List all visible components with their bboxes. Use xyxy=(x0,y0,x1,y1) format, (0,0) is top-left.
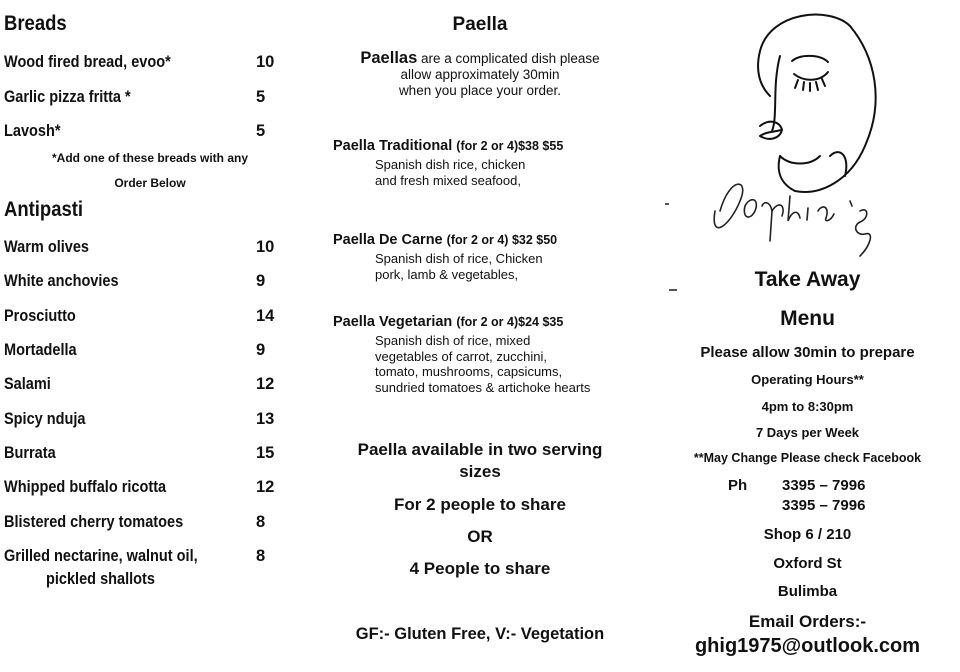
dish-serving-price: (for 2 or 4) $32 $50 xyxy=(446,233,558,247)
breads-heading: Breads xyxy=(4,12,67,35)
item-price: 5 xyxy=(256,122,266,140)
intro-rest: are a complicated dish please xyxy=(417,51,600,66)
item-name: Whipped buffalo ricotta xyxy=(4,478,167,496)
phone-label: Ph xyxy=(728,477,748,494)
dish-heading xyxy=(333,138,563,154)
phone-number[interactable]: 3395 – 7996 xyxy=(782,477,866,494)
take-away-title: Take Away xyxy=(754,268,861,291)
intro-lead: Paellas xyxy=(360,49,418,67)
item-name: Burrata xyxy=(4,444,56,462)
decor-mark xyxy=(665,203,669,205)
item-price: 15 xyxy=(256,444,275,462)
item-name: Garlic pizza fritta * xyxy=(4,88,131,106)
sophias-face-logo xyxy=(700,6,900,266)
address-shop: Shop 6 / 210 xyxy=(763,526,852,543)
serving-option-2: For 2 people to share xyxy=(394,495,566,514)
phone-number-secondary[interactable]: 3395 – 7996 xyxy=(782,497,866,514)
paella-heading: Paella xyxy=(452,14,508,35)
item-name: Spicy nduja xyxy=(4,410,86,428)
dish-serving-price: (for 2 or 4)$38 $55 xyxy=(456,139,564,153)
paella-intro xyxy=(325,50,635,99)
hours-change-note: **May Change Please check Facebook xyxy=(693,451,922,465)
operating-hours-label: Operating Hours** xyxy=(751,372,864,387)
paella-column xyxy=(325,0,635,672)
operating-days: 7 Days per Week xyxy=(755,425,860,440)
dish-heading xyxy=(333,232,557,248)
antipasti-heading: Antipasti xyxy=(4,198,84,221)
info-column xyxy=(655,0,960,672)
address-suburb: Bulimba xyxy=(777,583,838,600)
item-name: Mortadella xyxy=(4,341,77,359)
breads-note-line2: Order Below xyxy=(114,176,186,190)
breads-note-line1: *Add one of these breads with any xyxy=(51,151,249,165)
email-orders-label: Email Orders:- xyxy=(748,612,867,631)
operating-hours: 4pm to 8:30pm xyxy=(761,399,854,414)
item-price: 8 xyxy=(256,513,266,531)
item-price: 9 xyxy=(256,341,266,359)
dish-description: Spanish dish of rice, Chicken pork, lamb & vegetables, xyxy=(375,251,543,282)
item-price: 10 xyxy=(256,53,275,71)
dish-description: Spanish dish of rice, mixed vegetables of carrot, zucchini, tomato, mushrooms, capsicums, sundried tomatoes & artichoke hearts xyxy=(375,333,591,395)
dish-name: Paella Vegetarian xyxy=(333,314,457,330)
address-street: Oxford St xyxy=(773,555,842,572)
availability-line2: sizes xyxy=(459,462,501,481)
item-name-line2: pickled shallots xyxy=(46,570,155,588)
left-column xyxy=(0,0,300,672)
item-name: Blistered cherry tomatoes xyxy=(4,513,184,531)
dish-name: Paella De Carne xyxy=(333,232,447,248)
item-name: Salami xyxy=(4,375,51,393)
intro-line3: when you place your order. xyxy=(398,83,562,98)
item-price: 14 xyxy=(256,307,275,325)
email-address[interactable]: ghig1975@outlook.com xyxy=(694,635,921,657)
dish-serving-price: (for 2 or 4)$24 $35 xyxy=(456,315,564,329)
item-name: White anchovies xyxy=(4,272,119,290)
dish-description: Spanish dish rice, chicken and fresh mixed seafood, xyxy=(375,157,526,188)
dish-name: Paella Traditional xyxy=(333,138,457,154)
item-name: Wood fired bread, evoo* xyxy=(4,53,171,71)
or-label: OR xyxy=(467,527,493,546)
availability-line1: Paella available in two serving xyxy=(357,440,603,459)
dietary-legend: GF:- Gluten Free, V:- Vegetation xyxy=(355,625,605,643)
item-price: 12 xyxy=(256,375,275,393)
item-price: 9 xyxy=(256,272,266,290)
item-name: Prosciutto xyxy=(4,307,76,325)
item-name: Lavosh* xyxy=(4,122,61,140)
item-price: 5 xyxy=(256,88,266,106)
intro-line2: allow approximately 30min xyxy=(400,67,560,82)
prep-time-note: Please allow 30min to prepare xyxy=(700,344,915,361)
dish-heading xyxy=(333,314,563,330)
item-price: 13 xyxy=(256,410,275,428)
item-name: Grilled nectarine, walnut oil, xyxy=(4,547,198,565)
item-price: 10 xyxy=(256,238,275,256)
item-price: 12 xyxy=(256,478,275,496)
serving-option-4: 4 People to share xyxy=(409,559,551,578)
item-name: Warm olives xyxy=(4,238,90,256)
item-price: 8 xyxy=(256,547,266,565)
menu-title: Menu xyxy=(780,307,835,330)
